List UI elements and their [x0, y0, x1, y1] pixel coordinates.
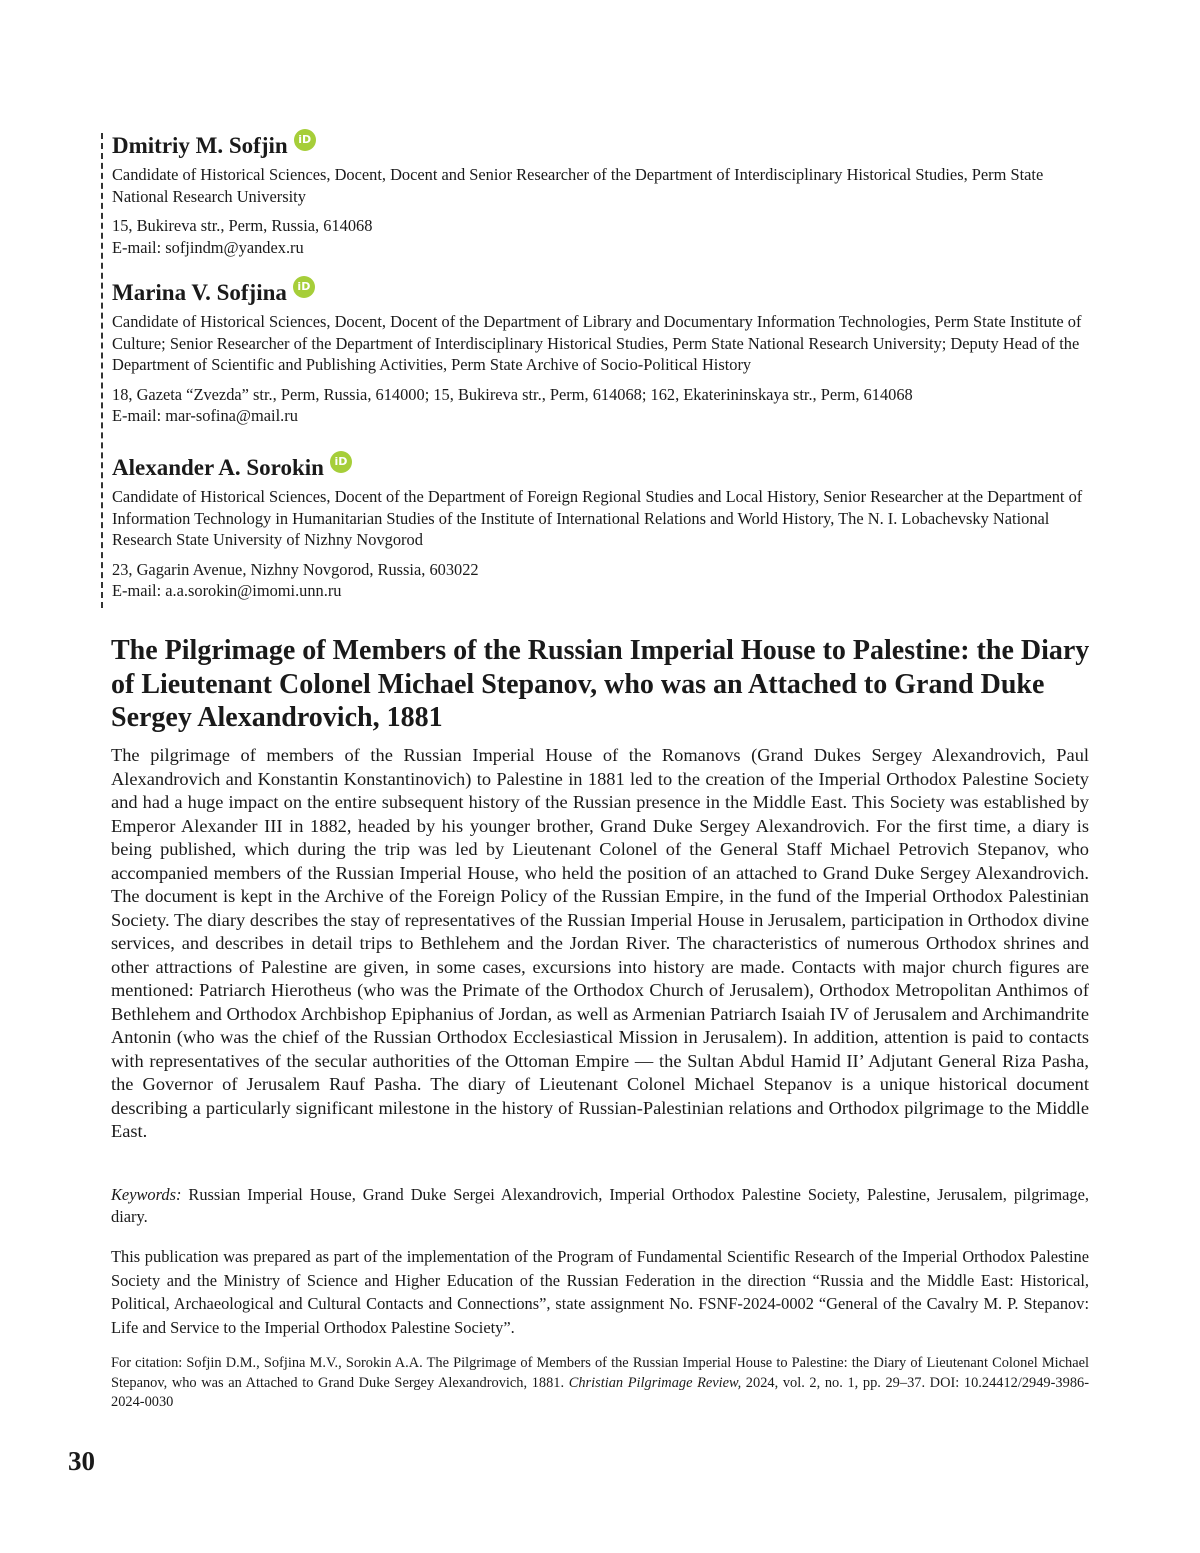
orcid-icon[interactable]: iD: [330, 451, 352, 473]
author-address: 18, Gazeta “Zvezda” str., Perm, Russia, 614000; 15, Bukireva str., Perm, 614068; 162, Ekaterininskaya str., Perm, 614068: [112, 385, 913, 404]
author-email: E-mail: mar-sofina@mail.ru: [112, 406, 298, 425]
author-2: [112, 280, 1102, 427]
citation: [111, 1354, 1089, 1413]
orcid-icon[interactable]: iD: [293, 276, 315, 298]
orcid-icon[interactable]: iD: [294, 129, 316, 151]
citation-details: 2024, vol. 2, no. 1, pp. 29–37. DOI: 10.24412/2949-3986-2024-0030: [111, 1375, 1089, 1411]
authors-block: [101, 133, 1102, 608]
author-address: 23, Gagarin Avenue, Nizhny Novgorod, Russia, 603022: [112, 560, 479, 579]
keywords-text: Russian Imperial House, Grand Duke Sergei Alexandrovich, Imperial Orthodox Palestine Society, Palestine, Jerusalem, pilgrimage, diary.: [111, 1185, 1089, 1226]
funding-note: This publication was prepared as part of the implementation of the Program of Fundamental Scientific Research of the Imperial Orthodox Palestine Society and the Ministry of Science and Higher Education of the Russian Federation in the direction “Russia and the Middle East: Historical, Political, Archaeological and Cultural Contacts and Connections”, state assignment No. FSNF-2024-0002 “General of the Cavalry M. P. Stepanov: Life and Service to the Imperial Orthodox Palestine Society”.: [111, 1245, 1089, 1339]
author-name: Alexander A. Sorokin: [112, 455, 324, 481]
page-number: 30: [68, 1446, 95, 1477]
author-affiliation: Candidate of Historical Sciences, Docent, Docent and Senior Researcher of the Department of Interdisciplinary Historical Studies, Perm State National Research University: [112, 164, 1102, 207]
author-affiliation: Candidate of Historical Sciences, Docent, Docent of the Department of Library and Documentary Information Technologies, Perm State Institute of Culture; Senior Researcher of the Department of Interdisciplinary Historical Studies, Perm State National Research University; Deputy Head of the Department of Scientific and Publishing Activities, Perm State Archive of Socio-Political History: [112, 311, 1102, 376]
author-affiliation: Candidate of Historical Sciences, Docent of the Department of Foreign Regional Studies and Local History, Senior Researcher at the Department of Information Technology in Humanitarian Studies of the Institute of International Relations and World History, The N. I. Lobachevsky National Research State University of Nizhny Novgorod: [112, 486, 1102, 551]
author-address: 15, Bukireva str., Perm, Russia, 614068: [112, 216, 372, 235]
keywords: [111, 1184, 1089, 1227]
journal-name: Christian Pilgrimage Review,: [569, 1375, 741, 1391]
citation-text: For citation: Sofjin D.M., Sofjina M.V., Sorokin A.A. The Pilgrimage of Members of the Russian Imperial House to Palestine: the Diary of Lieutenant Colonel Michael Stepanov, who was an Attached to Grand Duke Sergey Alexandrovich, 1881.: [111, 1355, 1089, 1391]
keywords-label: Keywords:: [111, 1185, 181, 1204]
author-name: Marina V. Sofjina: [112, 280, 287, 306]
author-3: [112, 455, 1102, 602]
author-email: E-mail: sofjindm@yandex.ru: [112, 238, 304, 257]
abstract: The pilgrimage of members of the Russian Imperial House of the Romanovs (Grand Dukes Sergey Alexandrovich, Paul Alexandrovich and Konstantin Konstantinovich) to Palestine in 1881 led to the creation of the Imperial Orthodox Palestine Society and had a huge impact on the entire subsequent history of the Russian presence in the Middle East. This Society was established by Emperor Alexander III in 1882, headed by his younger brother, Grand Duke Sergey Alexandrovich. For the first time, a diary is being published, which during the trip was led by Lieutenant Colonel of the General Staff Michael Petrovich Stepanov, who accompanied members of the Russian Imperial House, who held the position of an attached to Grand Duke Sergey Alexandrovich. The document is kept in the Archive of the Foreign Policy of the Russian Empire, in the fund of the Imperial Orthodox Palestinian Society. The diary describes the stay of representatives of the Russian Imperial House in Jerusalem, participation in Orthodox divine services, and describes in detail trips to Bethlehem and the Jordan River. The characteristics of numerous Orthodox shrines and other attractions of Palestine are given, in some cases, excursions into history are made. Contacts with major church figures are mentioned: Patriarch Hierotheus (who was the Primate of the Orthodox Church of Jerusalem), Orthodox Metropolitan Anthimos of Bethlehem and Orthodox Archbishop Epiphanius of Jordan, as well as Armenian Patriarch Isaiah IV of Jerusalem and Archimandrite Antonin (who was the chief of the Russian Orthodox Ecclesiastical Mission in Jerusalem). In addition, attention is paid to contacts with representatives of the secular authorities of the Ottoman Empire — the Sultan Abdul Hamid II’ Adjutant General Riza Pasha, the Governor of Jerusalem Rauf Pasha. The diary of Lieutenant Colonel Michael Stepanov is a unique historical document describing a particularly significant milestone in the history of Russian-Palestinian relations and Orthodox pilgrimage to the Middle East.: [111, 744, 1089, 1144]
article-title: The Pilgrimage of Members of the Russian Imperial House to Palestine: the Diary of Lieutenant Colonel Michael Stepanov, who was an Attached to Grand Duke Sergey Alexandrovich, 1881: [111, 634, 1091, 735]
author-email: E-mail: a.a.sorokin@imomi.unn.ru: [112, 581, 342, 600]
author-1: [112, 133, 1102, 258]
author-name: Dmitriy M. Sofjin: [112, 133, 288, 159]
